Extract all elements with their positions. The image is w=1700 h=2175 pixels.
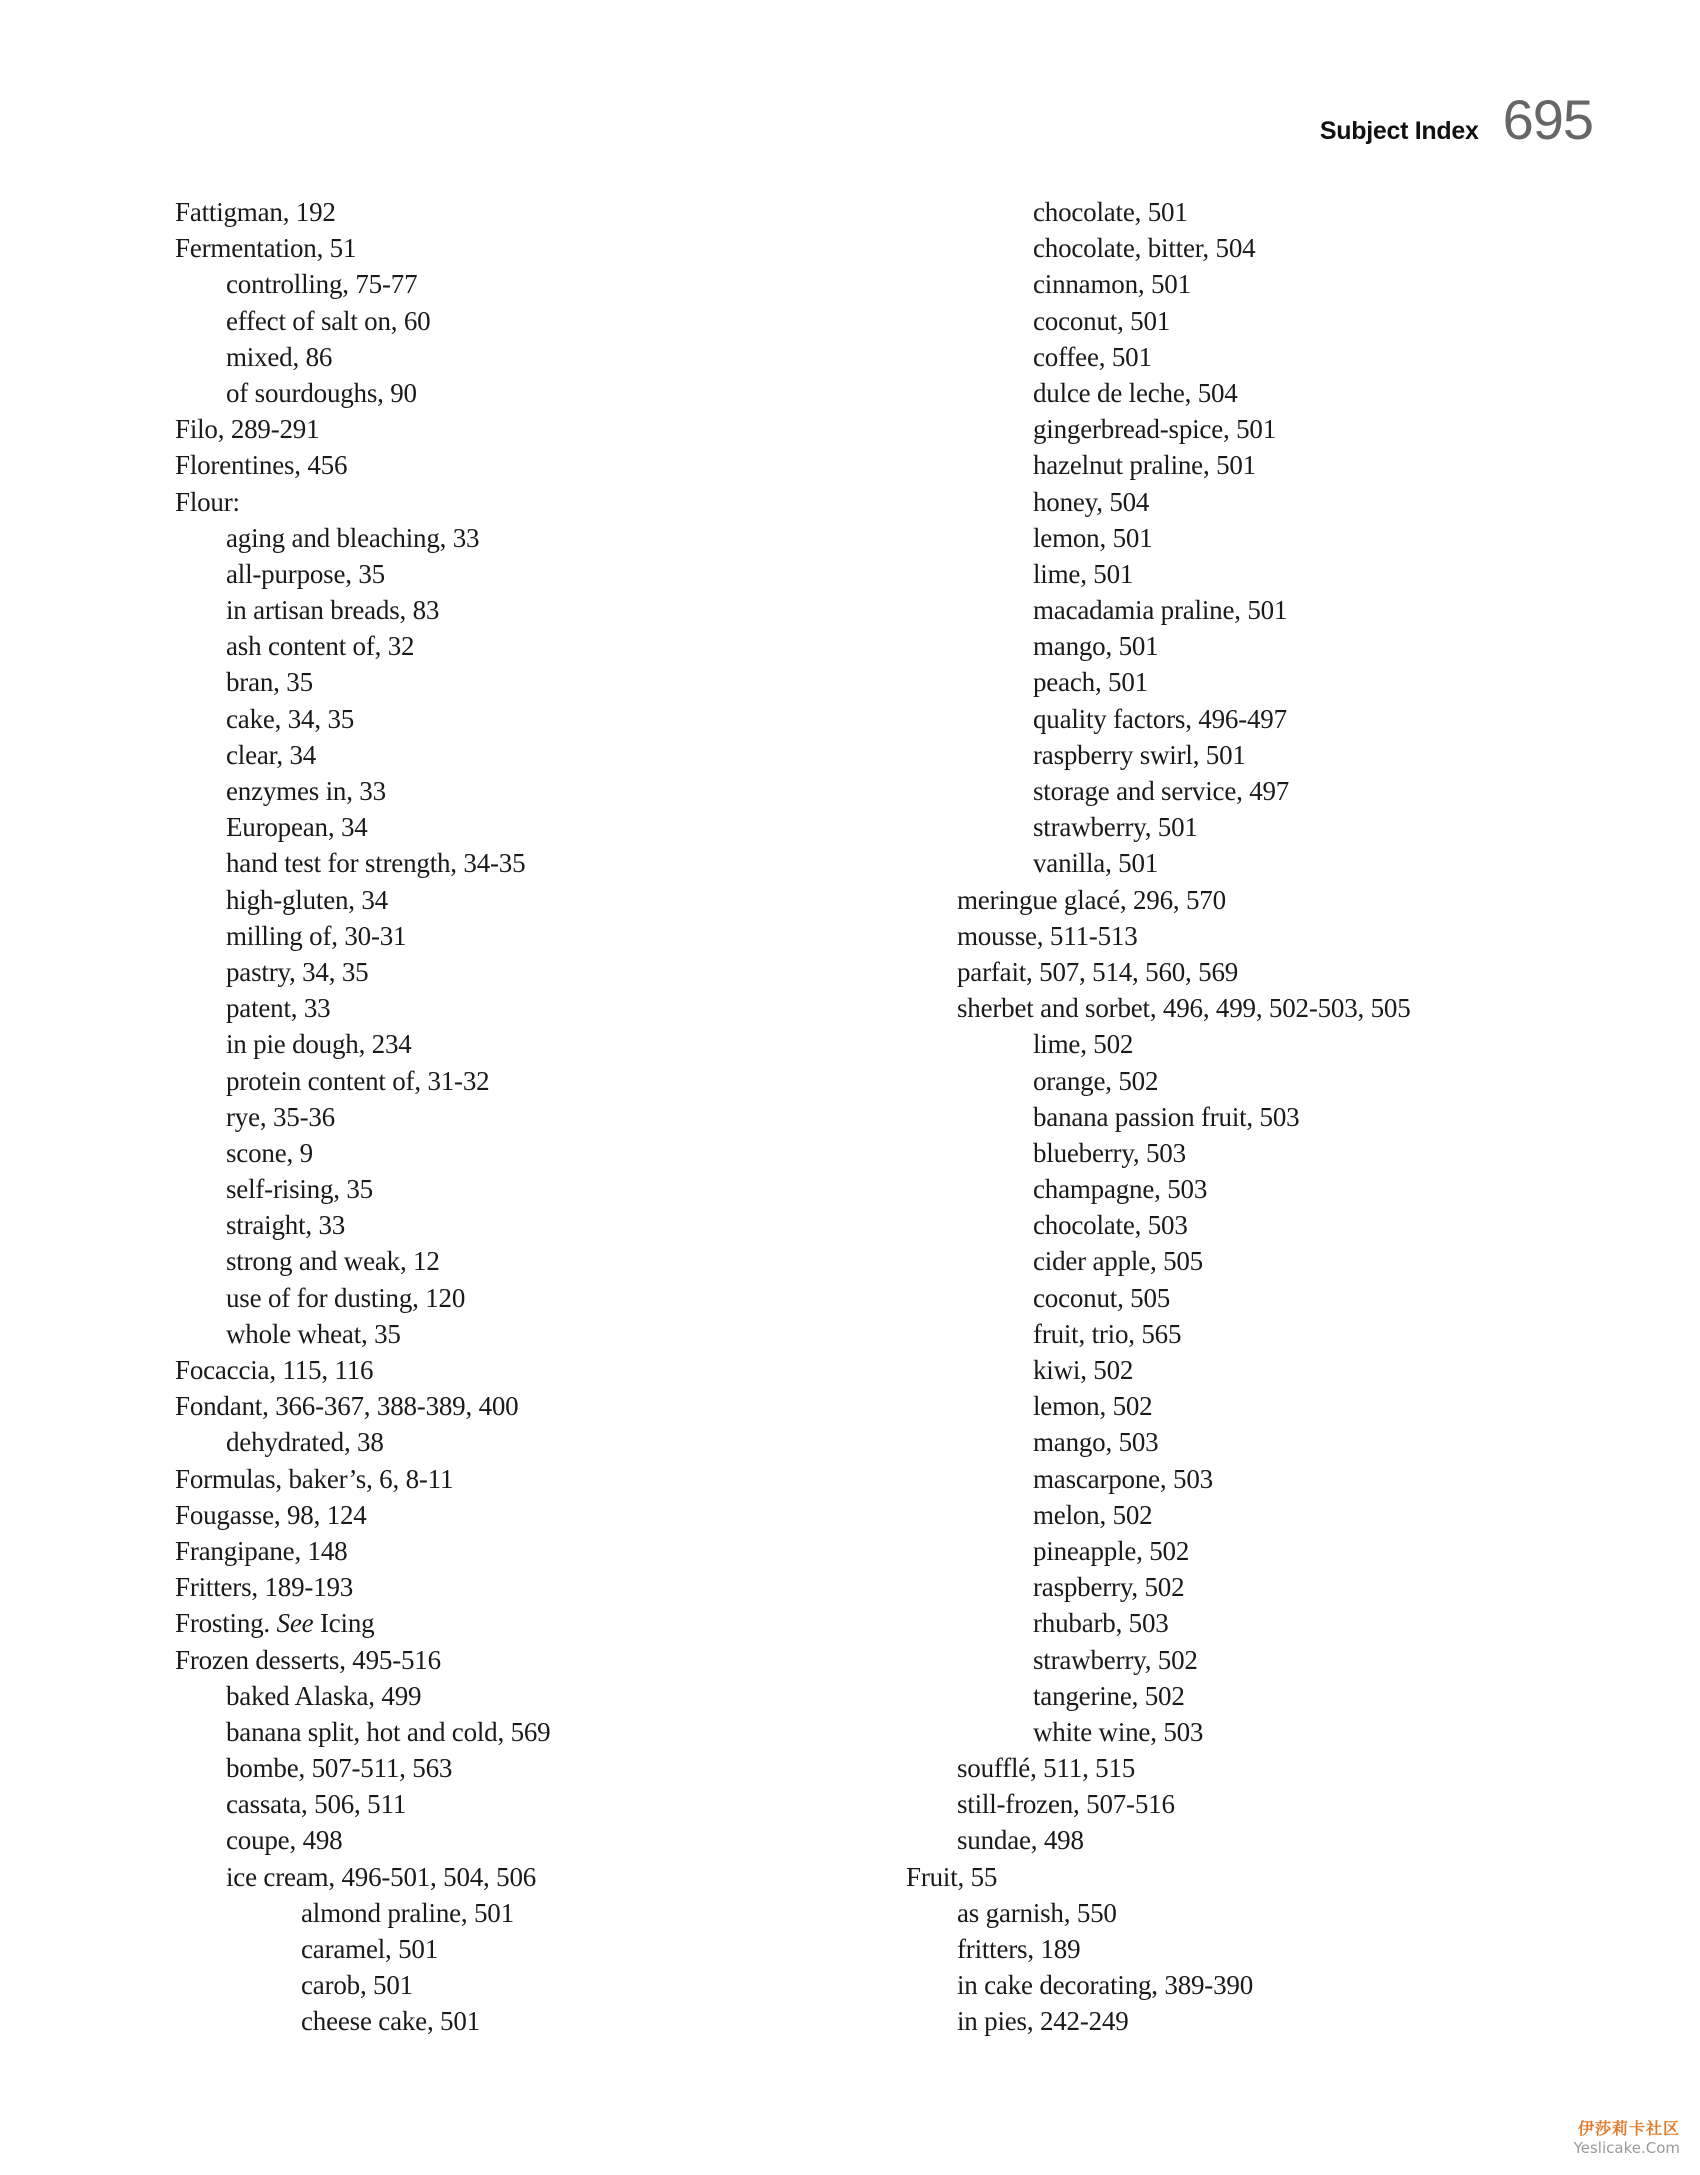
entry-text: ice cream, 496-501, 504, 506 bbox=[226, 1861, 537, 1892]
index-subsubentry bbox=[906, 592, 1411, 628]
entry-text: all-purpose, 35 bbox=[226, 558, 385, 589]
index-subsubentry bbox=[906, 809, 1411, 845]
entry-text: lemon, 501 bbox=[1033, 522, 1153, 553]
index-subentry bbox=[906, 1822, 1411, 1858]
index-subentry bbox=[175, 1171, 550, 1207]
index-subentry bbox=[175, 954, 550, 990]
entry-text: protein content of, 31-32 bbox=[226, 1065, 490, 1096]
index-subsubentry bbox=[906, 1026, 1411, 1062]
entry-text: Focaccia, 115, 116 bbox=[175, 1355, 374, 1385]
entry-text: Florentines, 456 bbox=[175, 450, 348, 481]
index-subentry bbox=[175, 1280, 550, 1316]
entry-text: Fritters, 189-193 bbox=[175, 1572, 354, 1603]
entry-text: rhubarb, 503 bbox=[1033, 1608, 1169, 1639]
index-subentry bbox=[175, 918, 550, 954]
entry-text: caramel, 501 bbox=[301, 1934, 439, 1964]
index-subentry bbox=[175, 1135, 550, 1171]
index-subsubentry bbox=[906, 375, 1411, 411]
entry-text: Fattigman, 192 bbox=[175, 197, 336, 227]
entry-text: aging and bleaching, 33 bbox=[226, 522, 480, 553]
index-subentry bbox=[175, 592, 550, 628]
entry-text: fritters, 189 bbox=[957, 1934, 1081, 1964]
entry-text: chocolate, 503 bbox=[1033, 1210, 1188, 1241]
entry-text: coconut, 505 bbox=[1033, 1282, 1171, 1313]
index-subentry bbox=[175, 845, 550, 881]
entry-text: in cake decorating, 389-390 bbox=[957, 1970, 1253, 2001]
entry-text: whole wheat, 35 bbox=[226, 1318, 401, 1349]
entry-text: strawberry, 501 bbox=[1033, 812, 1198, 843]
index-subentry bbox=[906, 918, 1411, 954]
entry-text: Fougasse, 98, 124 bbox=[175, 1499, 367, 1530]
index-subentry bbox=[175, 1063, 550, 1099]
index-subentry bbox=[175, 664, 550, 700]
entry-text: use of for dusting, 120 bbox=[226, 1282, 466, 1313]
entry-text: rye, 35-36 bbox=[226, 1101, 335, 1132]
section-title: Subject Index bbox=[1319, 117, 1479, 145]
entry-text: peach, 501 bbox=[1033, 667, 1148, 698]
entry-text: as garnish, 550 bbox=[957, 1897, 1117, 1928]
index-entry bbox=[175, 1642, 550, 1678]
index-subentry bbox=[175, 1714, 550, 1750]
entry-text: bran, 35 bbox=[226, 667, 313, 698]
index-subsubentry bbox=[906, 1316, 1411, 1352]
entry-text: Filo, 289-291 bbox=[175, 414, 320, 445]
index-subentry bbox=[906, 1931, 1411, 1967]
entry-text: soufflé, 511, 515 bbox=[957, 1753, 1136, 1784]
entry-text: parfait, 507, 514, 560, 569 bbox=[957, 956, 1239, 987]
entry-text: Frangipane, 148 bbox=[175, 1535, 348, 1566]
index-subentry bbox=[175, 809, 550, 845]
see-reference: See bbox=[276, 1608, 314, 1639]
index-subsubentry bbox=[906, 266, 1411, 302]
entry-text: banana passion fruit, 503 bbox=[1033, 1101, 1300, 1132]
index-subsubentry bbox=[906, 1678, 1411, 1714]
entry-text: Fruit, 55 bbox=[906, 1861, 998, 1892]
entry-text: hazelnut praline, 501 bbox=[1033, 450, 1256, 481]
index-subsubentry bbox=[906, 1569, 1411, 1605]
index-subsubentry bbox=[906, 664, 1411, 700]
entry-text: coffee, 501 bbox=[1033, 341, 1152, 372]
index-subentry bbox=[906, 990, 1411, 1026]
index-subsubentry bbox=[906, 1099, 1411, 1135]
entry-text: European, 34 bbox=[226, 812, 368, 843]
index-subsubentry bbox=[906, 194, 1411, 230]
index-subentry bbox=[906, 1895, 1411, 1931]
entry-text: enzymes in, 33 bbox=[226, 776, 386, 806]
watermark-site-name: 伊莎莉卡社区 bbox=[1577, 2119, 1680, 2138]
index-subentry bbox=[175, 520, 550, 556]
entry-text: sundae, 498 bbox=[957, 1825, 1084, 1856]
index-subentry bbox=[175, 1026, 550, 1062]
entry-text: gingerbread-spice, 501 bbox=[1033, 414, 1277, 445]
entry-text: mango, 503 bbox=[1033, 1427, 1159, 1458]
entry-text: chocolate, bitter, 504 bbox=[1033, 233, 1256, 264]
entry-text: in pie dough, 234 bbox=[226, 1029, 412, 1060]
entry-text: kiwi, 502 bbox=[1033, 1355, 1134, 1385]
index-subentry bbox=[906, 954, 1411, 990]
entry-text: ash content of, 32 bbox=[226, 631, 415, 662]
entry-text: cheese cake, 501 bbox=[301, 2006, 480, 2037]
index-subsubentry bbox=[906, 520, 1411, 556]
entry-text: Fermentation, 51 bbox=[175, 233, 357, 264]
index-entry bbox=[175, 1533, 550, 1569]
index-subsubentry bbox=[906, 1388, 1411, 1424]
index-subsubentry bbox=[906, 1243, 1411, 1279]
entry-text: in pies, 242-249 bbox=[957, 2006, 1129, 2037]
entry-text: high-gluten, 34 bbox=[226, 884, 388, 915]
entry-text: pastry, 34, 35 bbox=[226, 956, 369, 987]
entry-text: bombe, 507-511, 563 bbox=[226, 1753, 453, 1784]
entry-text: strawberry, 502 bbox=[1033, 1644, 1198, 1675]
entry-text: in artisan breads, 83 bbox=[226, 595, 440, 626]
entry-text: self-rising, 35 bbox=[226, 1174, 373, 1205]
entry-text: Flour: bbox=[175, 486, 240, 517]
entry-text: mango, 501 bbox=[1033, 631, 1159, 662]
entry-text: chocolate, 501 bbox=[1033, 197, 1188, 227]
index-subentry bbox=[175, 1822, 550, 1858]
entry-text: mixed, 86 bbox=[226, 341, 333, 372]
index-subsubentry bbox=[906, 484, 1411, 520]
index-subsubentry bbox=[906, 1533, 1411, 1569]
index-entry bbox=[175, 447, 550, 483]
entry-text: Fondant, 366-367, 388-389, 400 bbox=[175, 1391, 519, 1422]
index-entry bbox=[906, 1859, 1411, 1895]
index-subsubentry bbox=[906, 701, 1411, 737]
entry-text: baked Alaska, 499 bbox=[226, 1680, 422, 1711]
index-subentry bbox=[175, 1099, 550, 1135]
entry-text: lime, 501 bbox=[1033, 558, 1134, 589]
entry-text: meringue glacé, 296, 570 bbox=[957, 884, 1226, 915]
entry-text: macadamia praline, 501 bbox=[1033, 595, 1288, 626]
entry-text: orange, 502 bbox=[1033, 1065, 1159, 1096]
index-subsubentry bbox=[175, 1967, 550, 2003]
index-column-left bbox=[175, 194, 550, 2040]
entry-text: dehydrated, 38 bbox=[226, 1427, 384, 1458]
entry-text: cinnamon, 501 bbox=[1033, 269, 1191, 300]
entry-text: clear, 34 bbox=[226, 739, 317, 770]
entry-text: tangerine, 502 bbox=[1033, 1680, 1185, 1711]
entry-text: Formulas, baker’s, 6, 8-11 bbox=[175, 1463, 454, 1494]
entry-text: lime, 502 bbox=[1033, 1029, 1134, 1060]
index-subentry bbox=[906, 1750, 1411, 1786]
entry-text: straight, 33 bbox=[226, 1210, 346, 1241]
entry-text: banana split, hot and cold, 569 bbox=[226, 1716, 551, 1747]
index-subentry bbox=[175, 339, 550, 375]
watermark bbox=[1574, 2116, 1680, 2157]
entry-text: almond praline, 501 bbox=[301, 1897, 514, 1928]
index-subsubentry bbox=[906, 737, 1411, 773]
index-subentry bbox=[175, 628, 550, 664]
entry-text: mascarpone, 503 bbox=[1033, 1463, 1213, 1494]
index-subsubentry bbox=[906, 628, 1411, 664]
entry-text: hand test for strength, 34-35 bbox=[226, 848, 526, 879]
index-subentry bbox=[175, 882, 550, 918]
entry-text: strong and weak, 12 bbox=[226, 1246, 440, 1277]
index-subsubentry bbox=[906, 556, 1411, 592]
index-entry bbox=[175, 230, 550, 266]
entry-text: coconut, 501 bbox=[1033, 305, 1171, 336]
index-entry bbox=[175, 411, 550, 447]
index-subsubentry bbox=[906, 447, 1411, 483]
index-subsubentry bbox=[906, 303, 1411, 339]
index-subsubentry bbox=[906, 339, 1411, 375]
index-subsubentry bbox=[906, 1497, 1411, 1533]
index-subsubentry bbox=[906, 1135, 1411, 1171]
index-subsubentry bbox=[906, 411, 1411, 447]
index-subentry bbox=[175, 1207, 550, 1243]
index-entry bbox=[175, 194, 550, 230]
watermark-site-url: Yeslicake.Com bbox=[1573, 2139, 1680, 2157]
index-subentry bbox=[175, 556, 550, 592]
entry-text: cider apple, 505 bbox=[1033, 1246, 1203, 1277]
see-target: Icing bbox=[313, 1608, 375, 1639]
index-entry bbox=[175, 1605, 550, 1641]
index-subsubentry bbox=[906, 1063, 1411, 1099]
entry-text: blueberry, 503 bbox=[1033, 1137, 1186, 1168]
index-subsubentry bbox=[906, 1461, 1411, 1497]
index-subsubentry bbox=[906, 845, 1411, 881]
index-subentry bbox=[175, 266, 550, 302]
index-subsubentry bbox=[175, 1931, 550, 1967]
entry-text: vanilla, 501 bbox=[1033, 848, 1159, 879]
index-subentry bbox=[175, 1786, 550, 1822]
entry-text: milling of, 30-31 bbox=[226, 920, 407, 951]
index-subentry bbox=[906, 1786, 1411, 1822]
entry-text: white wine, 503 bbox=[1033, 1716, 1204, 1747]
index-subsubentry bbox=[906, 1424, 1411, 1460]
index-entry bbox=[175, 1352, 550, 1388]
index-subentry bbox=[175, 375, 550, 411]
entry-text: scone, 9 bbox=[226, 1137, 313, 1168]
entry-text: controlling, 75-77 bbox=[226, 269, 418, 300]
index-subsubentry bbox=[906, 230, 1411, 266]
index-subentry bbox=[175, 303, 550, 339]
entry-text: Frozen desserts, 495-516 bbox=[175, 1644, 441, 1675]
entry-text: still-frozen, 507-516 bbox=[957, 1789, 1175, 1820]
index-subentry bbox=[175, 701, 550, 737]
running-head bbox=[1319, 88, 1593, 151]
index-subentry bbox=[175, 990, 550, 1026]
entry-text: champagne, 503 bbox=[1033, 1174, 1208, 1205]
index-subentry bbox=[175, 1750, 550, 1786]
index-subentry bbox=[906, 1967, 1411, 2003]
index-subentry bbox=[175, 1316, 550, 1352]
index-entry bbox=[175, 1461, 550, 1497]
entry-text: storage and service, 497 bbox=[1033, 776, 1290, 806]
entry-text: Frosting. bbox=[175, 1608, 270, 1639]
entry-text: raspberry, 502 bbox=[1033, 1572, 1185, 1603]
index-subentry bbox=[175, 1424, 550, 1460]
index-subentry bbox=[906, 2003, 1411, 2039]
entry-text: lemon, 502 bbox=[1033, 1391, 1153, 1422]
entry-text: raspberry swirl, 501 bbox=[1033, 739, 1246, 770]
entry-text: quality factors, 496-497 bbox=[1033, 703, 1287, 734]
entry-text: mousse, 511-513 bbox=[957, 920, 1138, 951]
index-subsubentry bbox=[175, 1895, 550, 1931]
index-subsubentry bbox=[906, 1714, 1411, 1750]
index-subsubentry bbox=[906, 1605, 1411, 1641]
entry-text: coupe, 498 bbox=[226, 1825, 343, 1856]
index-entry bbox=[175, 1497, 550, 1533]
index-subentry bbox=[175, 1243, 550, 1279]
index-subsubentry bbox=[906, 1280, 1411, 1316]
entry-text: fruit, trio, 565 bbox=[1033, 1318, 1182, 1349]
index-subsubentry bbox=[906, 773, 1411, 809]
index-column-right bbox=[906, 194, 1411, 2040]
index-subsubentry bbox=[906, 1171, 1411, 1207]
index-subentry bbox=[175, 1859, 550, 1895]
index-subsubentry bbox=[906, 1352, 1411, 1388]
index-subentry bbox=[175, 773, 550, 809]
index-entry bbox=[175, 484, 550, 520]
entry-text: patent, 33 bbox=[226, 993, 331, 1024]
entry-text: honey, 504 bbox=[1033, 486, 1150, 517]
entry-text: melon, 502 bbox=[1033, 1499, 1153, 1530]
index-entry bbox=[175, 1388, 550, 1424]
index-subsubentry bbox=[906, 1642, 1411, 1678]
entry-text: effect of salt on, 60 bbox=[226, 305, 431, 336]
index-subentry bbox=[175, 1678, 550, 1714]
entry-text: cake, 34, 35 bbox=[226, 703, 355, 734]
page-number: 695 bbox=[1502, 88, 1593, 151]
entry-text: cassata, 506, 511 bbox=[226, 1789, 407, 1820]
entry-text: of sourdoughs, 90 bbox=[226, 377, 417, 408]
entry-text: dulce de leche, 504 bbox=[1033, 377, 1238, 408]
entry-text: carob, 501 bbox=[301, 1970, 413, 2001]
entry-text: sherbet and sorbet, 496, 499, 502-503, 505 bbox=[957, 993, 1411, 1024]
entry-text: pineapple, 502 bbox=[1033, 1535, 1190, 1566]
index-subsubentry bbox=[175, 2003, 550, 2039]
index-subentry bbox=[175, 737, 550, 773]
index-subsubentry bbox=[906, 1207, 1411, 1243]
index-entry bbox=[175, 1569, 550, 1605]
index-subentry bbox=[906, 882, 1411, 918]
